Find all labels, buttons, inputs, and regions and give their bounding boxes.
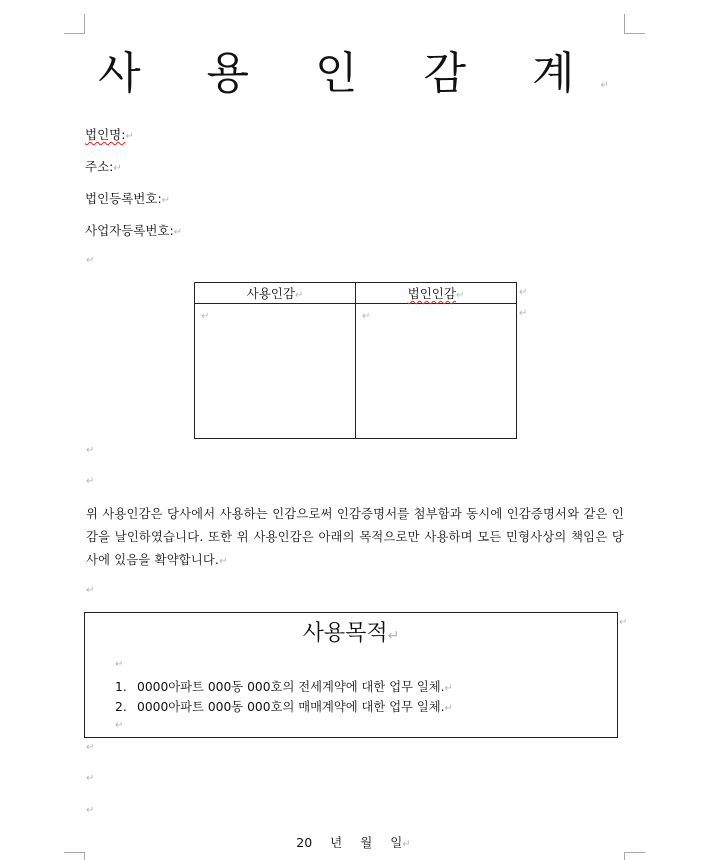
- statement-text: 위 사용인감은 당사에서 사용하는 인감으로써 인감증명서를 첨부함과 동시에 인감증명서와 같은 인감을 날인하였습니다. 또한 위 사용인감은 아래의 목적으로만 사용하며 모든 민형사상의 책임은 당사에 있음을 확약합니다.: [86, 507, 624, 567]
- field-corporate-registration-number-label: 법인등록번호:: [85, 191, 162, 206]
- empty-paragraph-mark: ↵: [86, 445, 95, 456]
- empty-paragraph-mark: ↵: [86, 805, 95, 816]
- crop-mark-top-left: [64, 14, 85, 34]
- document-title[interactable]: [0, 44, 707, 116]
- purpose-item-number: 2.: [115, 700, 127, 714]
- paragraph-mark: ↵: [387, 628, 400, 644]
- field-company-name[interactable]: [85, 127, 134, 145]
- empty-paragraph-mark: ↵: [86, 255, 95, 266]
- empty-paragraph-mark: ↵: [86, 476, 95, 487]
- purpose-title[interactable]: [85, 618, 617, 652]
- field-business-registration-number-label: 사업자등록번호:: [85, 223, 174, 238]
- cell-mark: ↵: [455, 290, 465, 301]
- field-address[interactable]: [85, 159, 122, 177]
- date-line[interactable]: [0, 834, 707, 854]
- purpose-title-text: 사용목적: [302, 621, 388, 646]
- field-address-label: 주소:: [85, 159, 114, 174]
- corporate-seal-stamp-area[interactable]: [356, 304, 517, 439]
- paragraph-mark: ↵: [402, 839, 411, 850]
- crop-mark-top-right: [624, 14, 645, 34]
- cell-mark: ↵: [201, 311, 210, 322]
- empty-paragraph-mark: ↵: [86, 742, 95, 753]
- empty-paragraph-mark: ↵: [115, 659, 124, 670]
- date-text: 20 년 월 일: [296, 835, 403, 850]
- usage-seal-stamp-area[interactable]: [195, 304, 356, 439]
- paragraph-mark: ↵: [125, 131, 134, 142]
- field-company-name-label: 법인명:: [85, 127, 126, 142]
- empty-paragraph-mark: ↵: [86, 773, 95, 784]
- empty-paragraph-mark: ↵: [115, 720, 124, 731]
- paragraph-mark: ↵: [161, 195, 171, 206]
- field-corporate-registration-number[interactable]: [85, 191, 170, 209]
- row-end-mark: ↵: [519, 287, 528, 298]
- paragraph-mark: ↵: [444, 703, 453, 714]
- document-title-text: 사 용 인 감 계: [98, 48, 601, 99]
- empty-paragraph-mark: ↵: [86, 585, 95, 596]
- purpose-list-item[interactable]: [115, 679, 453, 697]
- cell-mark: ↵: [362, 311, 371, 322]
- paragraph-mark: ↵: [219, 556, 228, 567]
- seal-table-body-row: [195, 304, 517, 439]
- box-end-mark: ↵: [619, 617, 628, 628]
- row-end-mark: ↵: [519, 308, 528, 319]
- paragraph-mark: ↵: [113, 163, 122, 174]
- paragraph-mark: ↵: [600, 80, 609, 91]
- cell-mark: ↵: [294, 290, 304, 301]
- purpose-item-text: 0000아파트 000동 000호의 전세계약에 대한 업무 일체.: [137, 680, 445, 694]
- seal-table: [194, 282, 517, 439]
- purpose-list-item[interactable]: [115, 699, 453, 717]
- paragraph-mark: ↵: [444, 683, 453, 694]
- field-business-registration-number[interactable]: [85, 223, 182, 241]
- purpose-item-text: 0000아파트 000동 000호의 매매계약에 대한 업무 일체.: [137, 700, 445, 714]
- header-usage-seal: 사용인감: [246, 286, 295, 301]
- seal-table-header-row: [195, 283, 517, 304]
- statement-paragraph[interactable]: [86, 503, 624, 573]
- purpose-box: [84, 612, 618, 738]
- paragraph-mark: ↵: [173, 227, 183, 238]
- header-corporate-seal: 법인인감: [407, 286, 456, 301]
- seal-table-header-cell[interactable]: [195, 283, 356, 304]
- seal-table-header-cell[interactable]: [356, 283, 517, 304]
- purpose-item-number: 1.: [115, 680, 127, 694]
